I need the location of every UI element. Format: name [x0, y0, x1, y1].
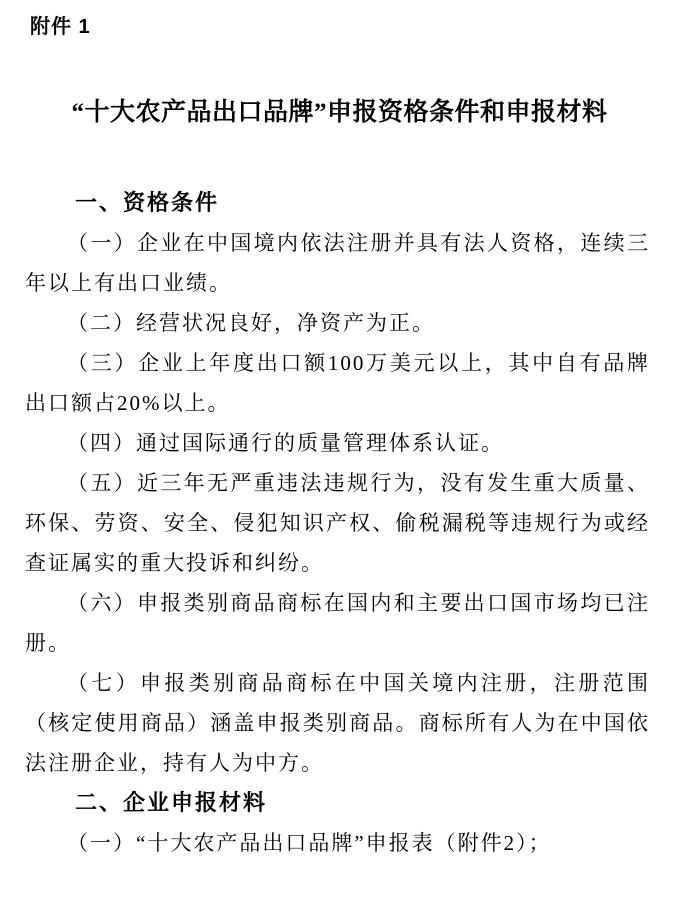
paragraph: （一）“十大农产品出口品牌”申报表（附件2）；: [67, 831, 552, 855]
section-qualifications: [25, 183, 650, 783]
paragraph: （六）申报类别商品商标在国内和主要出口国市场均已注册。: [25, 591, 650, 655]
section-heading: 一、资格条件: [75, 190, 220, 215]
paragraph: （二）经营状况良好，净资产为正。: [67, 311, 435, 335]
paragraph: （一）企业在中国境内依法注册并具有法人资格，连续三年以上有出口业绩。: [25, 231, 650, 295]
paragraph: （四）通过国际通行的质量管理体系认证。: [67, 431, 504, 455]
paragraph: （五）近三年无严重违法违规行为，没有发生重大质量、环保、劳资、安全、侵犯知识产权、偷税漏税等违规行为或经查证属实的重大投诉和纠纷。: [25, 471, 650, 575]
paragraph: （七）申报类别商品商标在中国关境内注册，注册范围（核定使用商品）涵盖申报类别商品。商标所有人为在中国依法注册企业，持有人为中方。: [25, 671, 650, 775]
section-application-materials: [25, 783, 650, 863]
section-heading: 二、企业申报材料: [75, 790, 268, 815]
document-title: “十大农产品出口品牌”申报资格条件和申报材料: [71, 99, 608, 126]
paragraph: （三）企业上年度出口额100万美元以上，其中自有品牌出口额占20%以上。: [25, 351, 650, 415]
attachment-label: 附件 1: [30, 16, 91, 38]
document-body: [0, 183, 679, 863]
